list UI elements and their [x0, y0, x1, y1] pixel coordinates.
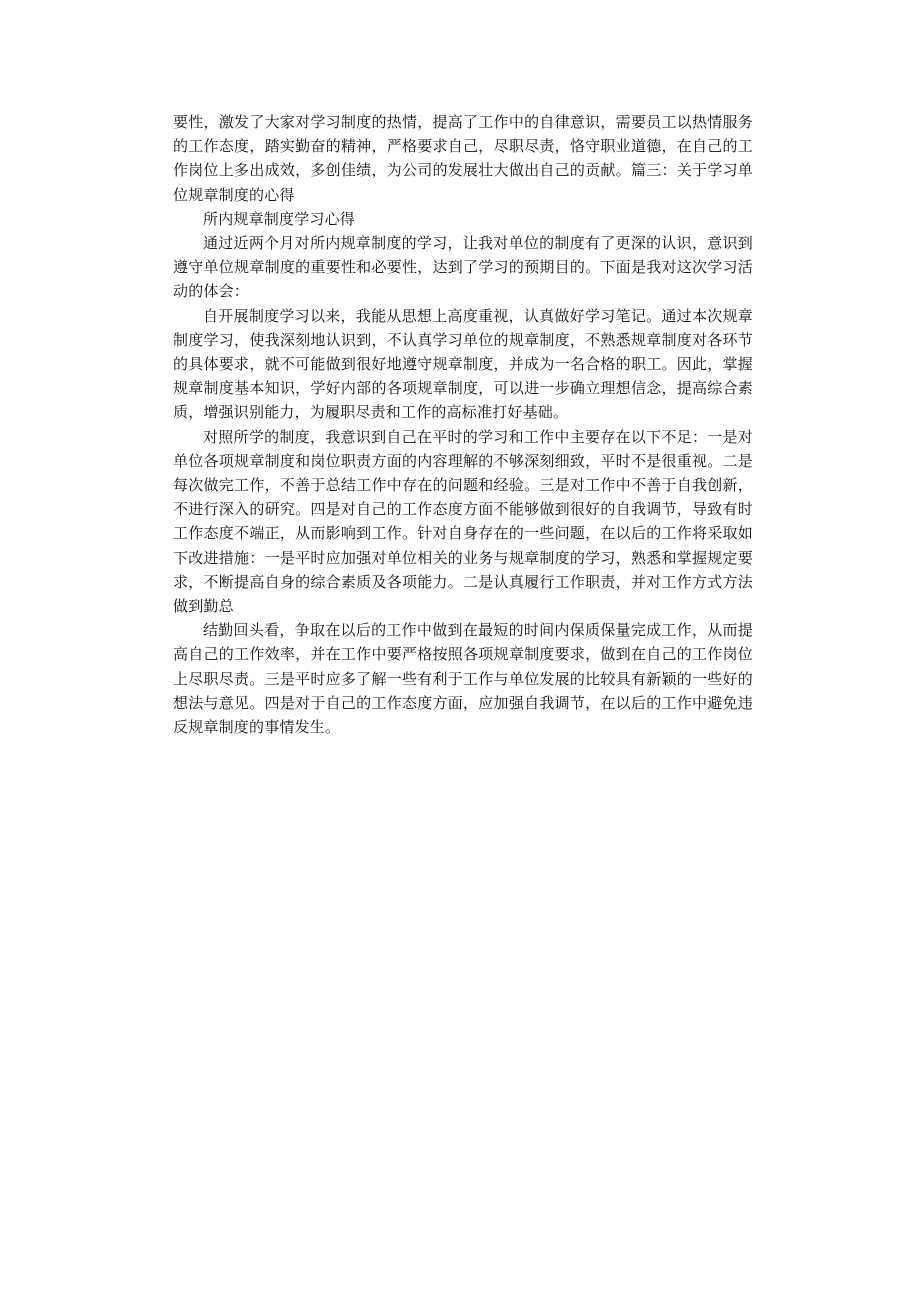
document-body — [173, 110, 753, 739]
section-heading: 所内规章制度学习心得 — [203, 209, 356, 228]
paragraph-shortcomings: 对照所学的制度，我意识到自己在平时的学习和工作中主要存在以下不足：一是对单位各项规章制度和岗位职责方面的内容理解的不够深刻细致，平时不是很重视。二是每次做完工作，不善于总结工作中存在的问题和经验。三是对工作中不善于自我创新，不进行深入的研究。四是对自己的工作态度方面不能够做到很好的自我调节，导致有时工作态度不端正，从而影响到工作。针对自身存在的一些问题，在以后的工作将采取如下改进措施：一是平时应加强对单位相关的业务与规章制度的学习，熟悉和掌握规定要求，不断提高自身的综合素质及各项能力。二是认真履行工作职责，并对工作方式方法做到勤总 — [173, 427, 753, 616]
paragraph-conclusion: 结勤回头看，争取在以后的工作中做到在最短的时间内保质保量完成工作，从而提高自己的工作效率，并在工作中要严格按照各项规章制度要求，做到在自己的工作岗位上尽职尽责。三是平时应多了解一些有利于工作与单位发展的比较具有新颖的一些好的想法与意见。四是对于自己的工作态度方面，应加强自我调节，在以后的工作中避免违反规章制度的事情发生。 — [173, 621, 753, 737]
paragraph-study: 自开展制度学习以来，我能从思想上高度重视，认真做好学习笔记。通过本次规章制度学习，使我深刻地认识到，不认真学习单位的规章制度，不熟悉规章制度对各环节的具体要求，就不可能做到很好地遵守规章制度，并成为一名合格的职工。因此，掌握规章制度基本知识，学好内部的各项规章制度，可以进一步确立理想信念，提高综合素质，增强识别能力，为履职尽责和工作的高标准打好基础。 — [173, 306, 753, 422]
paragraph-intro: 通过近两个月对所内规章制度的学习，让我对单位的制度有了更深的认识，意识到遵守单位规章制度的重要性和必要性，达到了学习的预期目的。下面是我对这次学习活动的体会： — [173, 234, 753, 301]
paragraph-continuation: 要性，激发了大家对学习制度的热情，提高了工作中的自律意识，需要员工以热情服务的工作态度，踏实勤奋的精神，严格要求自己，尽职尽责，恪守职业道德，在自己的工作岗位上多出成效，多创佳绩，为公司的发展壮大做出自己的贡献。篇三：关于学习单位规章制度的心得 — [173, 113, 753, 204]
